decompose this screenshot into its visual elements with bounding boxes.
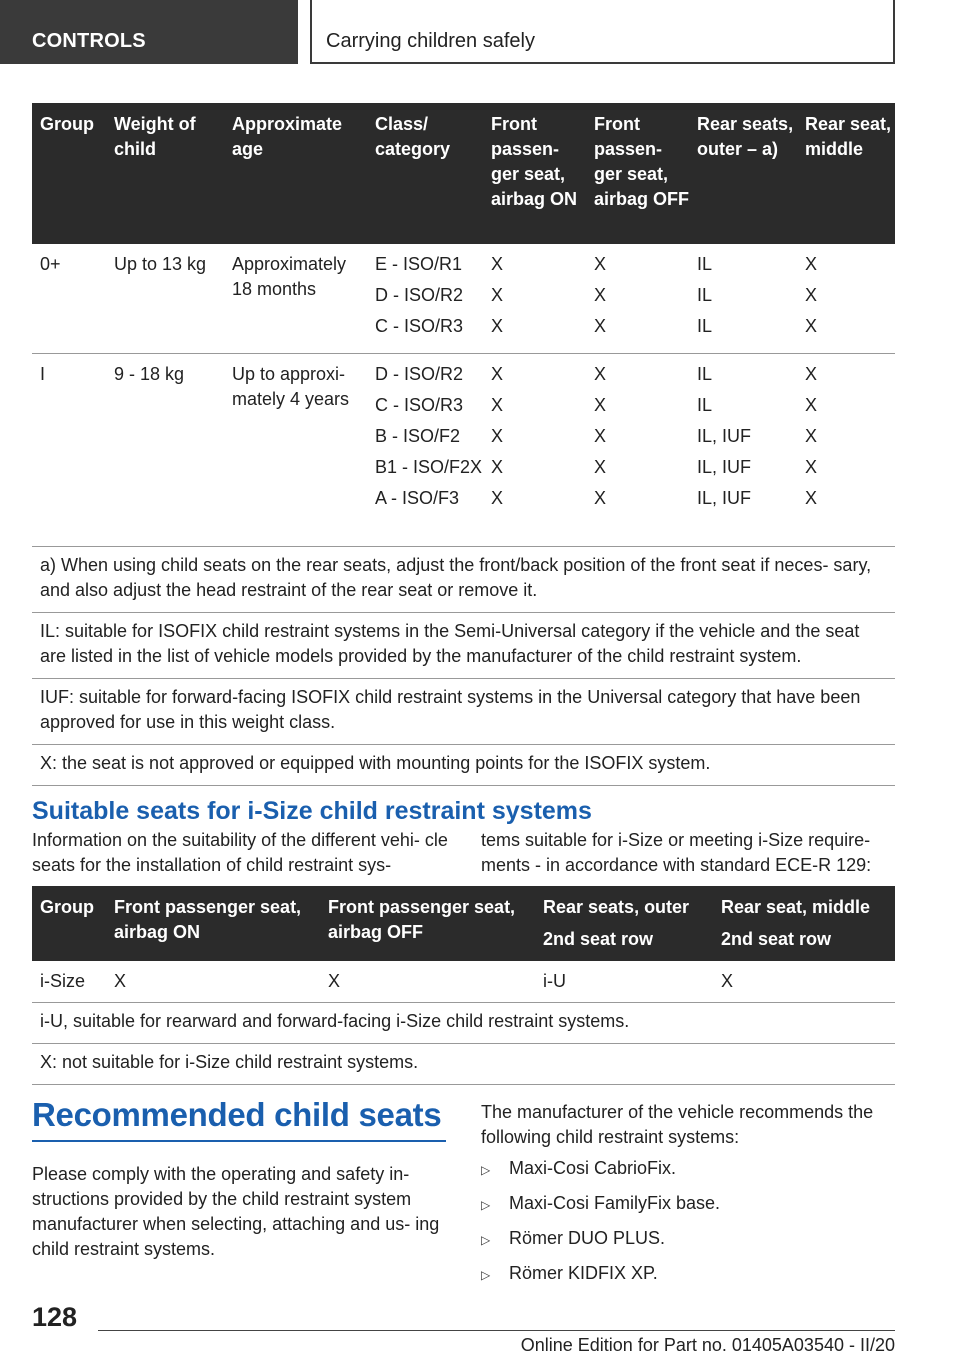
isize-intro-right: tems suitable for i-Size or meeting i-Size require- ments - in accordance with standard ECE-R 129:	[481, 830, 872, 875]
note-text: IL: suitable for ISOFIX child restraint systems in the Semi-Universal category if the vehicle and the seat are listed in the list of vehicle models provided by the manufacturer of the child restraint system.	[32, 613, 895, 679]
suitability-value: X	[805, 285, 818, 305]
col-header-front-on: Front passen- ger seat, airbag ON	[483, 103, 586, 244]
section-tab	[0, 0, 298, 64]
suitability-value: X	[805, 426, 818, 446]
isofix-table	[32, 103, 895, 786]
list-item	[481, 1156, 720, 1183]
note-text: X: not suitable for i-Size child restraint systems.	[32, 1044, 895, 1085]
cell-rear-middle: X	[713, 961, 895, 1003]
footer-divider	[98, 1330, 895, 1331]
suitability-value: IL, IUF	[697, 426, 752, 446]
cell-rear-middle	[797, 354, 895, 547]
suitability-value: IL	[697, 364, 713, 384]
suitability-value: X	[594, 364, 607, 384]
cell-rear-middle	[797, 244, 895, 354]
suitability-value: IL	[697, 285, 713, 305]
recommended-list	[481, 1156, 720, 1296]
cell-rear-outer: i-U	[535, 961, 713, 1003]
col-header-group: Group	[32, 886, 106, 961]
col-header-group: Group	[32, 103, 106, 244]
list-item-label: Römer KIDFIX XP.	[509, 1263, 658, 1283]
cell-rear-outer	[689, 354, 797, 547]
table-row	[32, 961, 895, 1003]
note-text: i-U, suitable for rearward and forward-facing i-Size child restraint systems.	[32, 1003, 895, 1044]
page-title-box	[310, 0, 895, 64]
cell-front-on	[483, 354, 586, 547]
bullet-triangle-icon: ▷	[481, 1233, 491, 1247]
suitability-value: X	[805, 457, 818, 477]
table-row	[32, 244, 895, 354]
cell-group: I	[32, 354, 106, 547]
recommended-text: Please comply with the operating and safety in- structions provided by the child restraint system manufacturer when selecting, attaching and us- ing child restraint systems.	[32, 1164, 440, 1259]
suitability-value: X	[594, 457, 607, 477]
class-value: D - ISO/R2	[375, 285, 464, 305]
suitability-value: IL	[697, 395, 713, 415]
bullet-triangle-icon: ▷	[481, 1268, 491, 1282]
suitability-value: X	[594, 488, 607, 508]
cell-classes	[367, 244, 483, 354]
cell-group: 0+	[32, 244, 106, 354]
suitability-value: X	[491, 364, 504, 384]
cell-age: Approximately 18 months	[224, 244, 367, 354]
col-header-class: Class/ category	[367, 103, 483, 244]
class-value: B1 - ISO/F2X	[375, 457, 483, 477]
cell-classes	[367, 354, 483, 547]
cell-weight: 9 - 18 kg	[106, 354, 224, 547]
suitability-value: X	[805, 316, 818, 336]
col-header-rear-outer: Rear seats, outer – a)	[689, 103, 797, 244]
suitability-value: X	[805, 364, 818, 384]
suitability-value: IL, IUF	[697, 457, 752, 477]
note-row	[32, 679, 895, 745]
suitability-value: X	[594, 285, 607, 305]
isize-header-row	[32, 886, 895, 961]
suitability-value: X	[491, 488, 504, 508]
col-header-front-off: Front passenger seat, airbag OFF	[320, 886, 535, 961]
suitability-value: X	[594, 395, 607, 415]
note-row	[32, 1044, 895, 1085]
class-value: C - ISO/R3	[375, 316, 464, 336]
note-text: X: the seat is not approved or equipped with mounting points for the ISOFIX system.	[32, 745, 895, 786]
suitability-value: X	[491, 426, 504, 446]
list-item	[481, 1261, 720, 1288]
list-item	[481, 1191, 720, 1218]
section-label: CONTROLS	[32, 30, 146, 52]
class-value: D - ISO/R2	[375, 364, 464, 384]
col-header-rear-middle	[713, 886, 895, 961]
header-sublabel: 2nd seat row	[721, 929, 832, 949]
cell-front-off: X	[320, 961, 535, 1003]
suitability-value: X	[805, 488, 818, 508]
col-header-front-on: Front passenger seat, airbag ON	[106, 886, 320, 961]
bullet-triangle-icon: ▷	[481, 1198, 491, 1212]
col-header-rear-middle: Rear seat, middle	[797, 103, 895, 244]
suitability-value: X	[805, 395, 818, 415]
note-text: IUF: suitable for forward-facing ISOFIX child restraint systems in the Universal category that have been approved for use in this weight class.	[32, 679, 895, 745]
class-value: E - ISO/R1	[375, 254, 463, 274]
suitability-value: X	[491, 457, 504, 477]
suitability-value: X	[594, 426, 607, 446]
cell-rear-outer	[689, 244, 797, 354]
suitability-value: X	[491, 254, 504, 274]
class-value: C - ISO/R3	[375, 395, 464, 415]
header-label: Rear seats, outer	[543, 897, 690, 917]
list-item-label: Maxi-Cosi CabrioFix.	[509, 1158, 677, 1178]
isize-heading: Suitable seats for i-Size child restraint systems	[32, 797, 592, 825]
table-row	[32, 354, 895, 547]
note-row	[32, 613, 895, 679]
note-text: a) When using child seats on the rear seats, adjust the front/back position of the front seat if neces- sary, and also adjust the head restraint of the rear seat or remove it.	[32, 547, 895, 613]
list-item-label: Maxi-Cosi FamilyFix base.	[509, 1193, 721, 1213]
suitability-value: X	[491, 285, 504, 305]
col-header-weight: Weight of child	[106, 103, 224, 244]
col-header-rear-outer	[535, 886, 713, 961]
isize-table	[32, 886, 895, 1085]
cell-age: Up to approxi- mately 4 years	[224, 354, 367, 547]
cell-group: i-Size	[32, 961, 106, 1003]
header-sublabel: 2nd seat row	[543, 929, 654, 949]
suitability-value: X	[491, 316, 504, 336]
cell-weight: Up to 13 kg	[106, 244, 224, 354]
suitability-value: X	[491, 395, 504, 415]
class-value: B - ISO/F2	[375, 426, 461, 446]
list-item-label: Römer DUO PLUS.	[509, 1228, 666, 1248]
heading-underline	[32, 1140, 446, 1142]
suitability-value: IL	[697, 316, 713, 336]
cell-front-on: X	[106, 961, 320, 1003]
page-title: Carrying children safely	[326, 30, 535, 52]
recommended-intro: The manufacturer of the vehicle recommends the following child restraint systems:	[481, 1102, 874, 1147]
page-number: 128	[32, 1302, 78, 1332]
col-header-front-off: Front passen- ger seat, airbag OFF	[586, 103, 689, 244]
isize-intro-left: Information on the suitability of the different vehi- cle seats for the installation of child restraint sys-	[32, 830, 448, 875]
list-item	[481, 1226, 720, 1253]
bullet-triangle-icon: ▷	[481, 1163, 491, 1177]
note-row	[32, 547, 895, 613]
suitability-value: IL	[697, 254, 713, 274]
suitability-value: IL, IUF	[697, 488, 752, 508]
suitability-value: X	[805, 254, 818, 274]
suitability-value: X	[594, 316, 607, 336]
class-value: A - ISO/F3	[375, 488, 460, 508]
edition-label: Online Edition for Part no. 01405A03540 - II/20	[520, 1335, 895, 1355]
cell-front-on	[483, 244, 586, 354]
col-header-age: Approximate age	[224, 103, 367, 244]
cell-front-off	[586, 244, 689, 354]
note-row	[32, 1003, 895, 1044]
isofix-header-row	[32, 103, 895, 244]
suitability-value: X	[594, 254, 607, 274]
recommended-heading: Recommended child seats	[32, 1096, 442, 1133]
note-row	[32, 745, 895, 786]
header-label: Rear seat, middle	[721, 897, 871, 917]
cell-front-off	[586, 354, 689, 547]
